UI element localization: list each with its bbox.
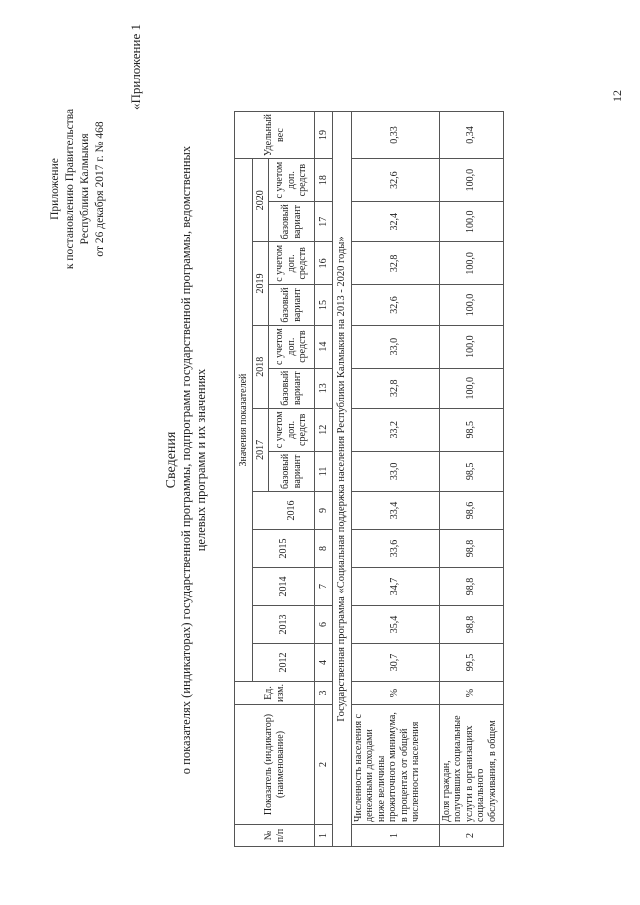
row-number: 2 bbox=[439, 825, 503, 847]
decree-header bbox=[48, 24, 108, 354]
weight-cell: 0,34 bbox=[439, 111, 503, 158]
col-number: 12 bbox=[315, 408, 333, 451]
col-number: 2 bbox=[315, 705, 333, 825]
header-unit: Ед. изм. bbox=[235, 682, 315, 705]
year-2018: 2018 bbox=[253, 325, 269, 408]
value-cell: 33,4 bbox=[351, 492, 439, 530]
page-number: 12 bbox=[610, 90, 624, 102]
value-cell: 32,6 bbox=[351, 159, 439, 202]
value-cell: 34,7 bbox=[351, 568, 439, 606]
col-number: 15 bbox=[315, 285, 333, 325]
title-line: о показателях (индикаторах) государственной программы, подпрограмм государственной программы, ведомственных bbox=[179, 145, 193, 775]
indicators-table bbox=[234, 111, 504, 847]
col-number: 3 bbox=[315, 682, 333, 705]
value-cell: 100,0 bbox=[439, 159, 503, 202]
header-line: к постановлению Правительства bbox=[64, 108, 76, 270]
unit: % bbox=[351, 682, 439, 705]
col-number: 8 bbox=[315, 530, 333, 568]
document-title bbox=[164, 75, 209, 845]
header-line: от 26 декабря 2017 г. № 468 bbox=[94, 121, 106, 257]
value-cell: 100,0 bbox=[439, 285, 503, 325]
value-cell: 33,6 bbox=[351, 530, 439, 568]
value-cell: 98,5 bbox=[439, 408, 503, 451]
header-line: Республики Калмыкия bbox=[79, 133, 91, 245]
subheader-base: базовый вариант bbox=[269, 285, 315, 325]
year-2020: 2020 bbox=[253, 159, 269, 242]
subheader-base: базовый вариант bbox=[269, 451, 315, 491]
subheader-extra: с учетом доп. средств bbox=[269, 242, 315, 285]
value-cell: 98,8 bbox=[439, 568, 503, 606]
header-weight: Удельный вес bbox=[235, 111, 315, 158]
value-cell: 98,8 bbox=[439, 606, 503, 644]
title-line: Сведения bbox=[164, 431, 179, 489]
year-2013: 2013 bbox=[253, 606, 315, 644]
value-cell: 33,0 bbox=[351, 451, 439, 491]
year-2014: 2014 bbox=[253, 568, 315, 606]
value-cell: 99,5 bbox=[439, 644, 503, 682]
indicator-name: Численность населения с денежными доходами ниже величины прожиточного минимума, в процентах от общей численности населения bbox=[351, 705, 439, 825]
year-2019: 2019 bbox=[253, 242, 269, 325]
value-cell: 30,7 bbox=[351, 644, 439, 682]
col-number: 1 bbox=[315, 825, 333, 847]
value-cell: 32,8 bbox=[351, 368, 439, 408]
value-cell: 32,6 bbox=[351, 285, 439, 325]
subheader-extra: с учетом доп. средств bbox=[269, 159, 315, 202]
table-row bbox=[351, 111, 439, 846]
header-values: Значения показателей bbox=[235, 159, 253, 682]
col-number: 16 bbox=[315, 242, 333, 285]
col-number: 9 bbox=[315, 492, 333, 530]
value-cell: 98,8 bbox=[439, 530, 503, 568]
subheader-base: базовый вариант bbox=[269, 368, 315, 408]
title-line: целевых программ и их значениях bbox=[194, 368, 208, 552]
col-number: 19 bbox=[315, 111, 333, 158]
col-number: 4 bbox=[315, 644, 333, 682]
subheader-extra: с учетом доп. средств bbox=[269, 408, 315, 451]
header-no: № п/п bbox=[235, 825, 315, 847]
col-number: 14 bbox=[315, 325, 333, 368]
unit: % bbox=[439, 682, 503, 705]
table-row bbox=[439, 111, 503, 846]
year-2016: 2016 bbox=[269, 492, 315, 530]
appendix-label: «Приложение 1 bbox=[128, 24, 143, 111]
value-cell: 98,6 bbox=[439, 492, 503, 530]
year-2016-top bbox=[253, 492, 269, 530]
col-number: 18 bbox=[315, 159, 333, 202]
value-cell: 100,0 bbox=[439, 325, 503, 368]
col-number: 13 bbox=[315, 368, 333, 408]
indicator-name: Доля граждан, получивших социальные услуги в организациях социального обслуживания, в общем bbox=[439, 705, 503, 825]
col-number: 17 bbox=[315, 202, 333, 242]
weight-cell: 0,33 bbox=[351, 111, 439, 158]
value-cell: 32,8 bbox=[351, 242, 439, 285]
row-number: 1 bbox=[351, 825, 439, 847]
subheader-base: базовый вариант bbox=[269, 202, 315, 242]
col-number: 6 bbox=[315, 606, 333, 644]
value-cell: 100,0 bbox=[439, 202, 503, 242]
year-2017: 2017 bbox=[253, 408, 269, 491]
subheader-extra: с учетом доп. средств bbox=[269, 325, 315, 368]
value-cell: 98,5 bbox=[439, 451, 503, 491]
col-number: 7 bbox=[315, 568, 333, 606]
header-name: Показатель (индикатор) (наименование) bbox=[235, 705, 315, 825]
program-title-row: Государственная программа «Социальная поддержка населения Республики Калмыкия на 2013 - 2020 годы» bbox=[333, 111, 352, 846]
col-number: 11 bbox=[315, 451, 333, 491]
value-cell: 32,4 bbox=[351, 202, 439, 242]
column-numbers-row bbox=[315, 111, 333, 846]
value-cell: 100,0 bbox=[439, 368, 503, 408]
year-2015: 2015 bbox=[253, 530, 315, 568]
header-line: Приложение bbox=[49, 158, 61, 220]
year-2012: 2012 bbox=[253, 644, 315, 682]
value-cell: 100,0 bbox=[439, 242, 503, 285]
value-cell: 33,2 bbox=[351, 408, 439, 451]
value-cell: 33,0 bbox=[351, 325, 439, 368]
value-cell: 35,4 bbox=[351, 606, 439, 644]
